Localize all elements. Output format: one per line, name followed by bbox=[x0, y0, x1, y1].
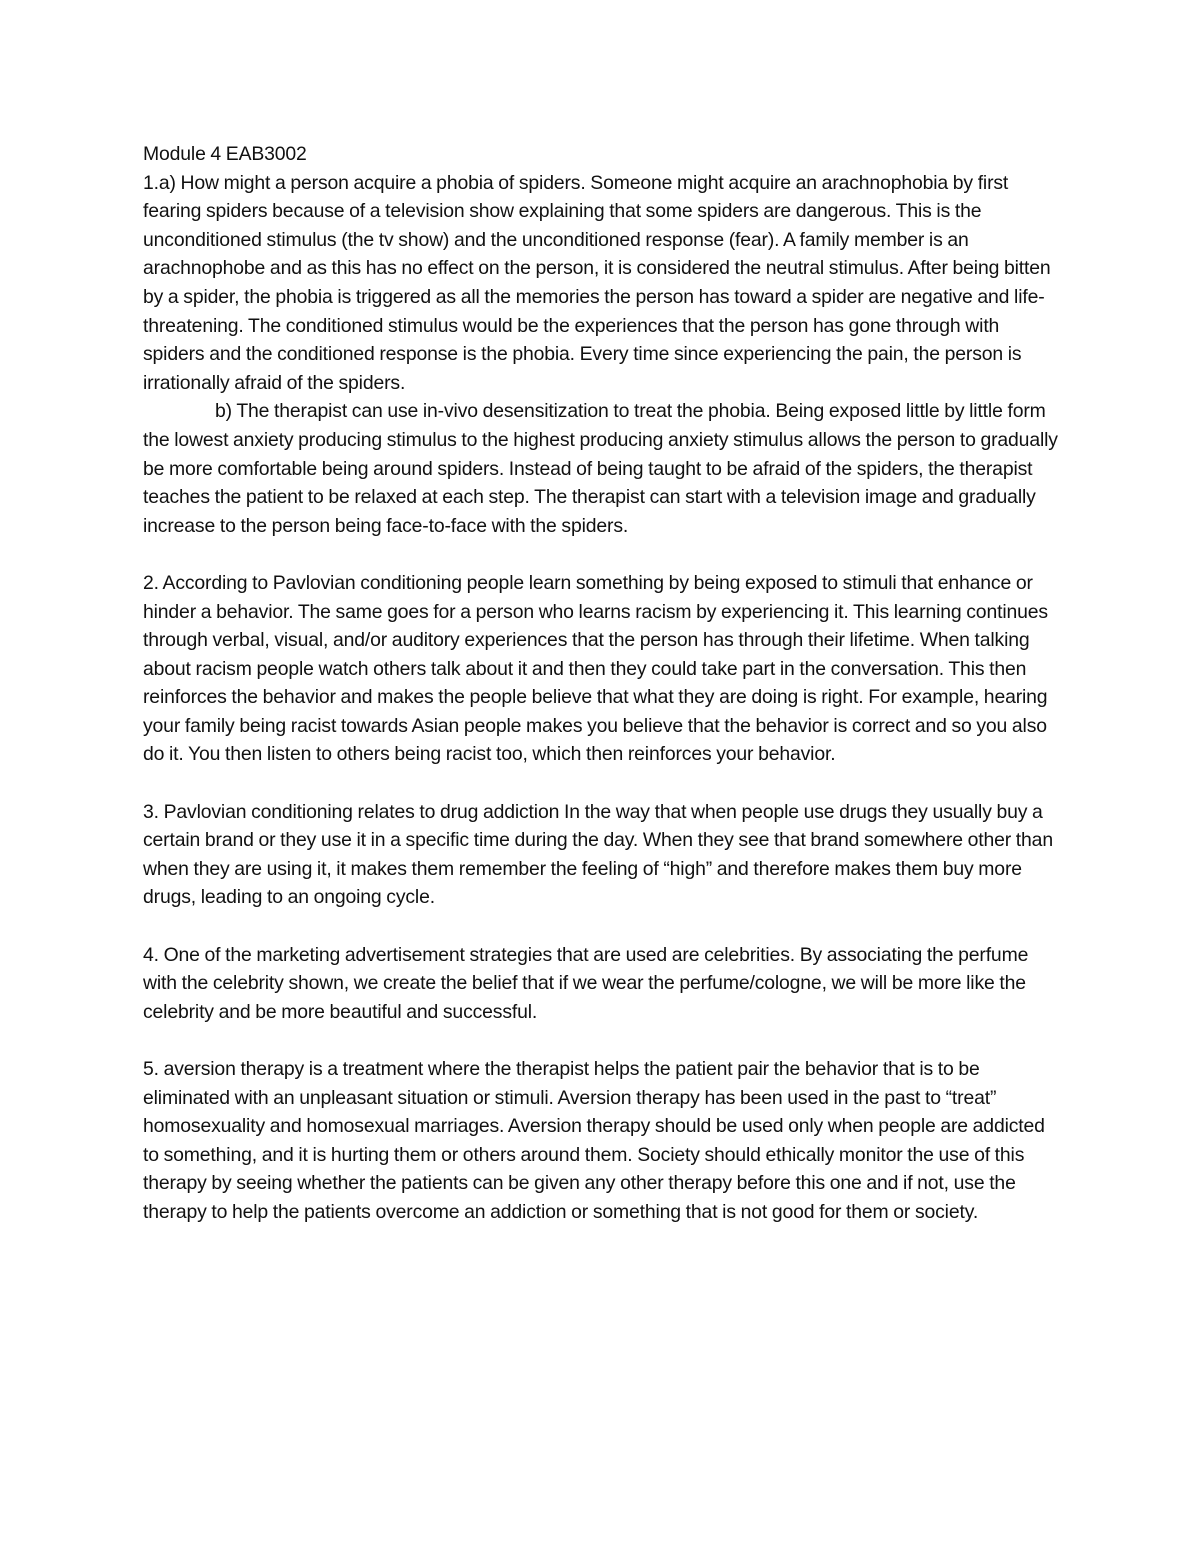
paragraph-gap bbox=[143, 912, 1061, 941]
paragraph-gap bbox=[143, 769, 1061, 798]
answer-4: 4. One of the marketing advertisement strategies that are used are celebrities. By associating the perfume with the celebrity shown, we create the belief that if we wear the perfume/cologne, we will be more like the celebrity and be more beautiful and successful. bbox=[143, 943, 1029, 1023]
answer-1a: 1.a) How might a person acquire a phobia of spiders. Someone might acquire an arachnophobia by first fearing spiders because of a television show explaining that some spiders are dangerous. This is the unconditioned stimulus (the tv show) and the unconditioned response (fear). A family member is an arachnophobe and as this has no effect on the person, it is considered the neutral stimulus. After being bitten by a spider, the phobia is triggered as all the memories the person has toward a spider are negative and life-threatening. The conditioned stimulus would be the experiences that the person has gone through with spiders and the conditioned response is the phobia. Every time since experiencing the pain, the person is irrationally afraid of the spiders. bbox=[143, 171, 1051, 394]
document-body bbox=[143, 140, 1061, 1227]
paragraph-gap bbox=[143, 1026, 1061, 1055]
document-title: Module 4 EAB3002 bbox=[143, 143, 307, 165]
answer-1b: b) The therapist can use in-vivo desensitization to treat the phobia. Being exposed little by little form the lowest anxiety producing stimulus to the highest producing anxiety stimulus allows the person to gradually be more comfortable being around spiders. Instead of being taught to be afraid of the spiders, the therapist teaches the patient to be relaxed at each step. The therapist can start with a television image and gradually increase to the person being face-to-face with the spiders. bbox=[143, 400, 1058, 537]
answer-3: 3. Pavlovian conditioning relates to drug addiction In the way that when people use drugs they usually buy a certain brand or they use it in a specific time during the day. When they see that brand somewhere other than when they are using it, it makes them remember the feeling of “high” and therefore makes them buy more drugs, leading to an ongoing cycle. bbox=[143, 800, 1053, 909]
answer-5: 5. aversion therapy is a treatment where the therapist helps the patient pair the behavior that is to be eliminated with an unpleasant situation or stimuli. Aversion therapy has been used in the past to “treat” homosexuality and homosexual marriages. Aversion therapy should be used only when people are addicted to something, and it is hurting them or others around them. Society should ethically monitor the use of this therapy by seeing whether the patients can be given any other therapy before this one and if not, use the therapy to help the patients overcome an addiction or something that is not good for them or society. bbox=[143, 1058, 1045, 1223]
answer-2: 2. According to Pavlovian conditioning people learn something by being exposed to stimuli that enhance or hinder a behavior. The same goes for a person who learns racism by experiencing it. This learning continues through verbal, visual, and/or auditory experiences that the person has through their lifetime. When talking about racism people watch others talk about it and then they could take part in the conversation. This then reinforces the behavior and makes the people believe that what they are doing is right. For example, hearing your family being racist towards Asian people makes you believe that the behavior is correct and so you also do it. You then listen to others being racist too, which then reinforces your behavior. bbox=[143, 571, 1048, 766]
paragraph-gap bbox=[143, 540, 1061, 569]
